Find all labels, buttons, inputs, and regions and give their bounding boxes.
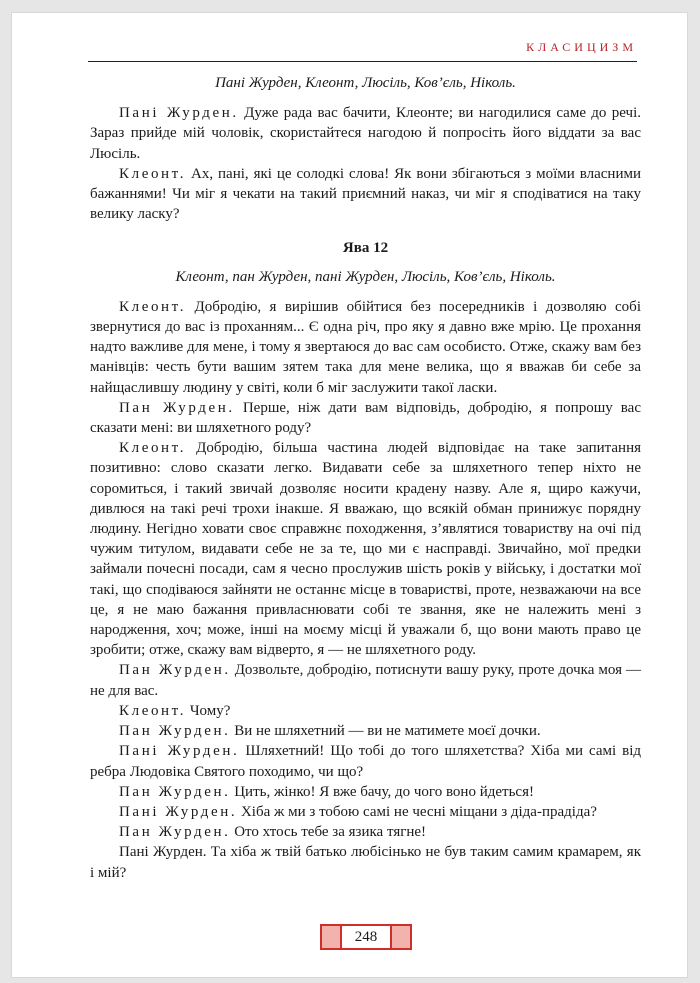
dialogue-line [90,701,641,721]
speaker-name: Пан Журден. [119,723,231,740]
speech-text: Ви не шляхетний — ви не матимете моєї дочки. [230,723,541,740]
speaker-name: Клеонт. [119,440,187,457]
speech-text: Добродію, більша частина людей відповідає на таке запитання позитивно: слово сказати легко. Видавати себе за шляхетного тепер ніхто не соромиться, і такий звичай дозволяє носити крадену назву. Але я, щиро кажучи, дивлюся на такі речі трохи інакше. Я вважаю, що всякій обман принижує порядну людину. Негідно ховати своє справжнє походження, з’являтися товариству на очі під чужим титулом, видавати себе не за те, що ми є насправді. Звичайно, мої предки займали почесні посади, сам я чесно прослужив шість років у війську, і достатки мої такі, що сподіваюся зайняти не останнє місце в товаристві, проте, незважаючи на все це, я не маю бажання привласнювати собі те звання, яке не належить мені з народження, хоч; може, інші на моєму місці й уважали б, що вони мають право це зробити; отже, скажу вам відверто, я — не шляхетного роду. [90,440,641,659]
dialogue-line [90,398,641,438]
page [11,12,688,978]
speech-text: Дуже рада вас бачити, Клеонте; ви нагодилися саме до речі. Зараз прийде мій чоловік, скористайтеся нагодою й попросіть його віддати за вас Люсіль. [90,105,641,162]
dialogue-line [90,842,641,882]
speaker-name: Пан Журден. [119,399,235,416]
speaker-name: Пані Журден. [119,743,240,760]
cast-list-intro: Пані Журден, Клеонт, Люсіль, Ков’єль, Ніколь. [215,75,516,91]
speaker-name: Пані Журден. [119,844,207,861]
speaker-name: Клеонт. [119,165,187,182]
page-number: 248 [342,924,390,950]
dialogue-line [90,802,641,822]
dialogue-line [90,660,641,700]
dialogue-line [90,438,641,660]
footer-left-decoration [320,924,342,950]
dialogue-line [90,164,641,225]
speech-text: Ах, пані, які це солодкі слова! Як вони збігаються з моїми власними бажаннями! Чи міг я чекати на такий приємний наказ, чи міг я сподіватися на таку велику ласку? [90,165,641,223]
speech-text: Чому? [186,702,231,719]
speaker-name: Пані Журден. [119,105,239,122]
speech-text: Перше, ніж дати вам відповідь, добродію, я попрошу вас сказати мені: ви шляхетного роду? [90,399,641,437]
scene-title: Ява 12 [342,240,389,257]
speech-text: Шляхетний! Що тобі до того шляхетства? Хіба ми самі від ребра Людовіка Святого походимо, чи що? [90,743,641,780]
speaker-name: Клеонт. [119,298,187,315]
speech-text: Хіба ж ми з тобою самі не чесні міщани з діда-прадіда? [237,803,597,820]
speech-text: Дозвольте, добродію, потиснути вашу руку, проте дочка моя — не для вас. [90,662,641,699]
page-number-footer [320,924,412,950]
speaker-name: Пані Журден. [119,803,238,820]
header-rule [88,61,637,62]
dialogue-line [90,297,641,398]
speaker-name: Пан Журден. [119,824,231,841]
scene-cast-list: Клеонт, пан Журден, пані Журден, Люсіль, Ков’єль, Ніколь. [175,268,556,285]
dialogue-line [90,721,641,741]
dialogue-line [90,741,641,781]
footer-right-decoration [390,924,412,950]
dialogue-line [90,103,641,164]
speech-text: Добродію, я вирішив обійтися без посередників і дозволяю собі звернутися до вас із проханням... Є одна річ, про яку я давно вже мрію. Це прохання надто важливе для мене, і тому я звертаюся до вас сам особисто. Отже, скажу вам без манівців: честь бути вашим зятем така для мене велика, що я вважав би себе за найщаслившу людину у світі, коли б міг заслужити такої ласки. [90,298,641,396]
dialogue-line [90,822,641,842]
speech-text: Та хіба ж твій батько любісінько не був таким самим крамарем, як і мій? [90,844,641,881]
text-body [90,65,641,883]
speech-text: Цить, жінко! Я вже бачу, до чого воно йдеться! [230,783,534,800]
speaker-name: Пан Журден. [119,783,231,800]
speaker-name: Пан Журден. [119,662,231,679]
running-header: КЛАСИЦИЗМ [526,40,637,54]
dialogue-line [90,782,641,802]
speech-text: Ото хтось тебе за язика тягне! [230,824,427,841]
speaker-name: Клеонт. [119,702,187,719]
